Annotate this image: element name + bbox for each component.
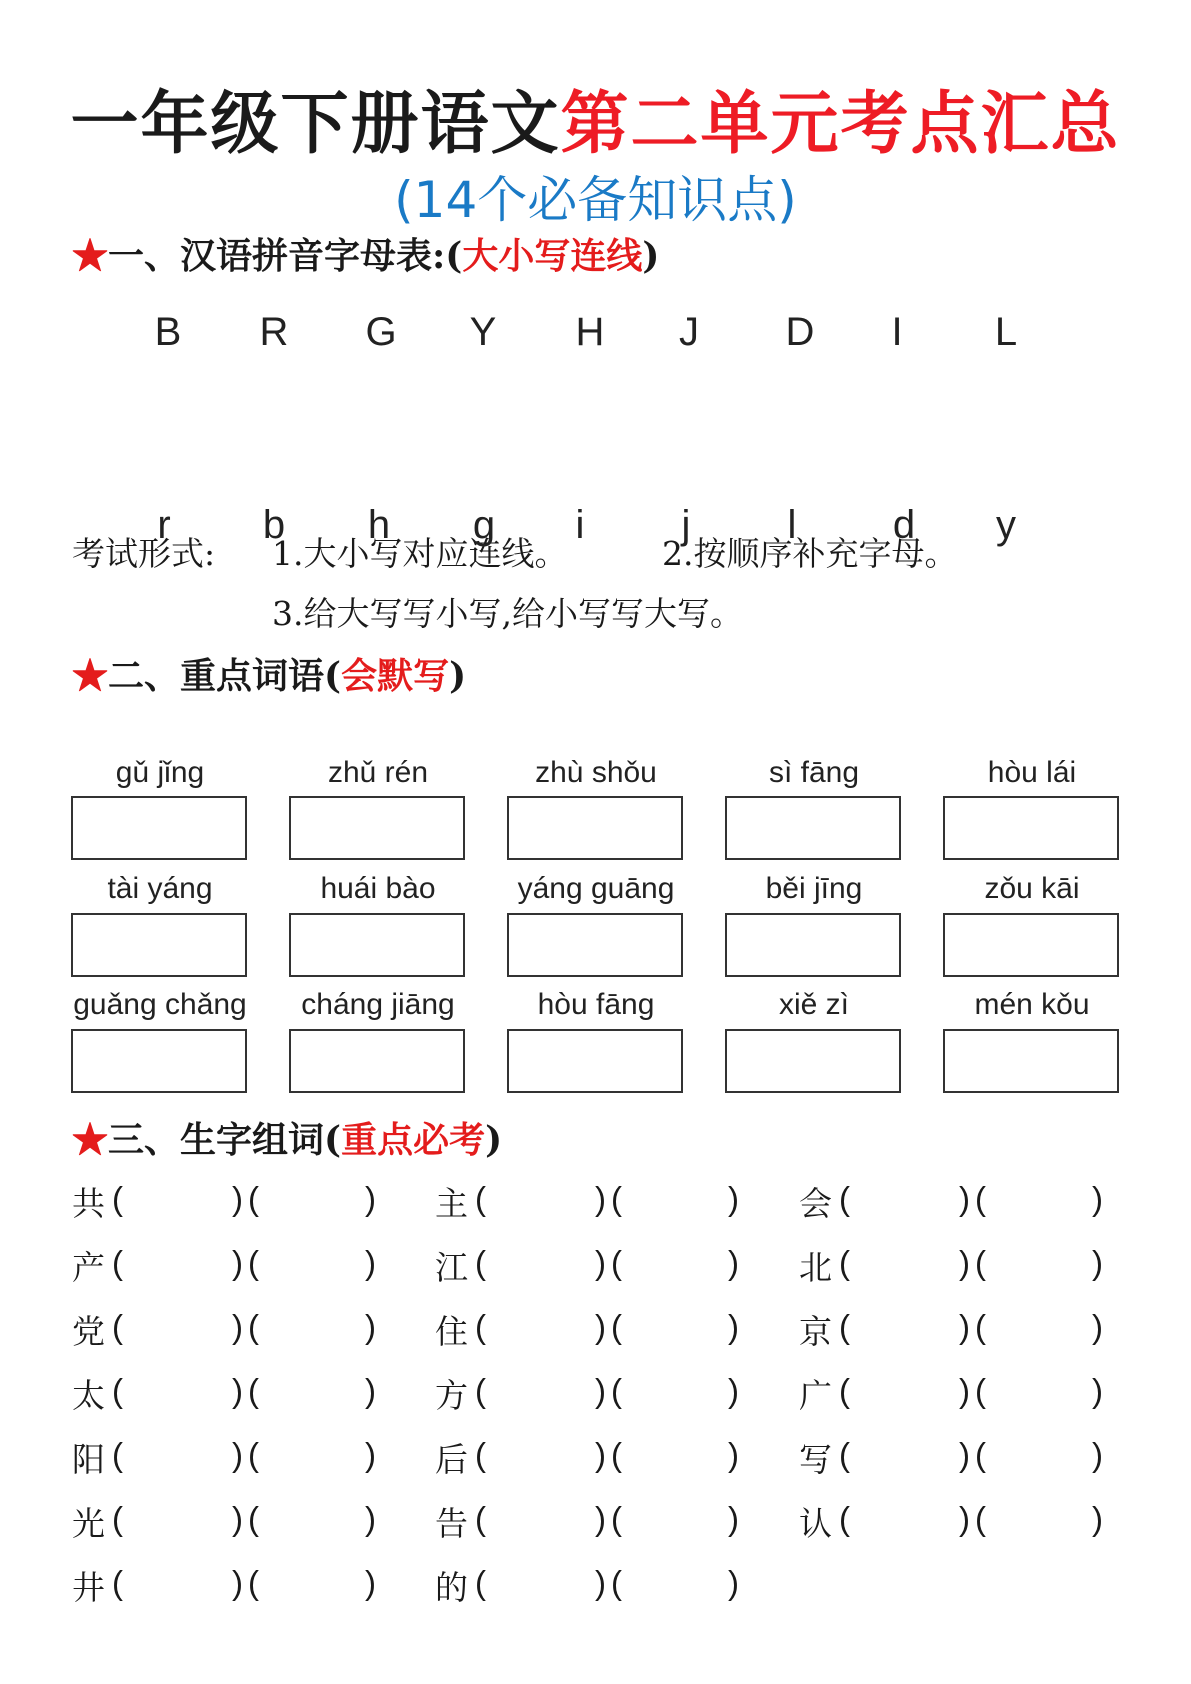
paren-close: ) <box>728 1180 739 1217</box>
star-icon: ★ <box>72 235 109 277</box>
paren-close: ) <box>728 1372 739 1409</box>
character: 阳 <box>72 1440 105 1479</box>
paren-open: ( <box>611 1564 622 1601</box>
word-answer-box[interactable] <box>943 913 1119 977</box>
word-answer-box[interactable] <box>725 1029 901 1093</box>
paren-close: ) <box>959 1180 970 1217</box>
section-3-title-close: ) <box>485 1119 503 1161</box>
word-blank[interactable] <box>854 1308 954 1348</box>
star-icon: ★ <box>72 655 109 697</box>
paren-close: ) <box>1092 1372 1103 1409</box>
character: 产 <box>72 1248 105 1287</box>
paren-close: ) <box>595 1372 606 1409</box>
word-blank[interactable] <box>127 1308 227 1348</box>
character: 认 <box>799 1504 832 1543</box>
paren-close: ) <box>959 1244 970 1281</box>
paren-open: ( <box>475 1244 486 1281</box>
section-1-title: 一、汉语拼音字母表:( <box>108 235 463 277</box>
paren-close: ) <box>1092 1436 1103 1473</box>
paren-close: ) <box>728 1308 739 1345</box>
uppercase-letter[interactable]: L <box>994 310 1018 354</box>
paren-close: ) <box>595 1308 606 1345</box>
word-blank[interactable] <box>625 1308 723 1348</box>
character: 方 <box>435 1376 468 1415</box>
paren-open: ( <box>112 1372 123 1409</box>
word-answer-box[interactable] <box>725 913 901 977</box>
paren-close: ) <box>728 1564 739 1601</box>
paren-close: ) <box>959 1500 970 1537</box>
title-black: 一年级下册语文 <box>70 84 561 164</box>
paren-close: ) <box>365 1180 376 1217</box>
paren-open: ( <box>975 1372 986 1409</box>
word-answer-box[interactable] <box>943 1029 1119 1093</box>
character: 住 <box>435 1312 468 1351</box>
section-1-title-close: ) <box>642 235 660 277</box>
paren-close: ) <box>595 1180 606 1217</box>
word-answer-box[interactable] <box>507 796 683 860</box>
word-blank[interactable] <box>262 1308 360 1348</box>
word-blank[interactable] <box>989 1500 1087 1540</box>
word-answer-box[interactable] <box>725 796 901 860</box>
paren-open: ( <box>475 1500 486 1537</box>
paren-open: ( <box>839 1308 850 1345</box>
word-pinyin: zhù shǒu <box>535 756 657 789</box>
word-blank[interactable] <box>854 1436 954 1476</box>
uppercase-letter[interactable]: H <box>575 310 605 354</box>
word-pinyin: tài yáng <box>107 872 213 905</box>
paren-close: ) <box>365 1244 376 1281</box>
word-blank[interactable] <box>490 1180 590 1220</box>
page-title <box>0 70 1191 167</box>
character: 主 <box>435 1184 468 1223</box>
word-blank[interactable] <box>989 1436 1087 1476</box>
paren-close: ) <box>232 1500 243 1537</box>
exam-item-1: 1.大小写对应连线。 <box>272 534 568 573</box>
word-pinyin: mén kǒu <box>974 988 1090 1021</box>
word-pinyin: huái bào <box>320 872 436 905</box>
paren-close: ) <box>232 1244 243 1281</box>
word-answer-box[interactable] <box>71 1029 247 1093</box>
paren-open: ( <box>839 1372 850 1409</box>
paren-close: ) <box>232 1372 243 1409</box>
paren-open: ( <box>112 1244 123 1281</box>
paren-close: ) <box>595 1436 606 1473</box>
word-blank[interactable] <box>490 1308 590 1348</box>
paren-open: ( <box>475 1308 486 1345</box>
paren-open: ( <box>611 1244 622 1281</box>
paren-close: ) <box>365 1308 376 1345</box>
title-red: 第二单元考点汇总 <box>560 84 1121 164</box>
paren-close: ) <box>959 1436 970 1473</box>
word-blank[interactable] <box>262 1500 360 1540</box>
paren-open: ( <box>975 1500 986 1537</box>
paren-open: ( <box>839 1244 850 1281</box>
uppercase-letter[interactable]: I <box>891 310 903 354</box>
word-pinyin: guǎng chǎng <box>73 988 247 1021</box>
uppercase-letter[interactable]: G <box>365 310 397 354</box>
paren-open: ( <box>611 1500 622 1537</box>
paren-open: ( <box>475 1436 486 1473</box>
word-pinyin: xiě zì <box>778 988 850 1021</box>
paren-open: ( <box>112 1436 123 1473</box>
section-2-title-close: ) <box>449 655 467 697</box>
paren-close: ) <box>232 1436 243 1473</box>
word-blank[interactable] <box>262 1372 360 1412</box>
paren-open: ( <box>475 1564 486 1601</box>
character: 会 <box>799 1184 832 1223</box>
word-answer-box[interactable] <box>289 796 465 860</box>
paren-close: ) <box>728 1436 739 1473</box>
word-pinyin: hòu fāng <box>537 988 655 1021</box>
word-blank[interactable] <box>989 1244 1087 1284</box>
lowercase-letter[interactable]: g <box>472 503 496 547</box>
paren-open: ( <box>611 1308 622 1345</box>
character: 后 <box>435 1440 468 1479</box>
word-blank[interactable] <box>490 1564 590 1604</box>
lowercase-letter[interactable]: j <box>681 503 691 547</box>
paren-close: ) <box>365 1564 376 1601</box>
lowercase-letter[interactable]: y <box>996 503 1016 547</box>
word-blank[interactable] <box>854 1372 954 1412</box>
uppercase-letter[interactable]: D <box>785 310 815 354</box>
word-pinyin: cháng jiāng <box>301 988 455 1021</box>
word-pinyin: běi jīng <box>765 872 863 905</box>
character: 太 <box>72 1376 105 1415</box>
paren-close: ) <box>728 1500 739 1537</box>
paren-close: ) <box>232 1180 243 1217</box>
section-2-heading <box>72 648 466 699</box>
lowercase-letter[interactable]: i <box>575 503 585 547</box>
word-pinyin: hòu lái <box>987 756 1077 789</box>
word-blank[interactable] <box>854 1244 954 1284</box>
paren-close: ) <box>365 1500 376 1537</box>
uppercase-letter[interactable]: B <box>154 310 182 354</box>
word-answer-box[interactable] <box>71 913 247 977</box>
section-3-title-red: 重点必考 <box>341 1119 486 1161</box>
character: 写 <box>799 1440 832 1479</box>
section-2-title-red: 会默写 <box>341 655 450 697</box>
exam-item-3: 3.给大写写小写,给小写写大写。 <box>272 594 743 633</box>
paren-open: ( <box>611 1436 622 1473</box>
word-pinyin: zhǔ rén <box>327 756 429 789</box>
word-blank[interactable] <box>989 1180 1087 1220</box>
star-icon: ★ <box>72 1119 109 1161</box>
paren-close: ) <box>595 1500 606 1537</box>
word-answer-box[interactable] <box>71 796 247 860</box>
section-1-heading <box>72 228 659 279</box>
uppercase-letter[interactable]: Y <box>469 310 497 354</box>
character: 光 <box>72 1504 105 1543</box>
paren-close: ) <box>959 1372 970 1409</box>
character: 共 <box>72 1184 105 1223</box>
paren-close: ) <box>365 1436 376 1473</box>
lowercase-letter[interactable]: d <box>892 503 916 547</box>
paren-close: ) <box>1092 1308 1103 1345</box>
word-blank[interactable] <box>127 1436 227 1476</box>
word-blank[interactable] <box>490 1372 590 1412</box>
character: 京 <box>799 1312 832 1351</box>
paren-open: ( <box>611 1180 622 1217</box>
paren-open: ( <box>839 1436 850 1473</box>
character: 党 <box>72 1312 105 1351</box>
exam-label: 考试形式: <box>72 534 216 573</box>
word-pinyin: yáng guāng <box>517 872 675 905</box>
word-blank[interactable] <box>854 1500 954 1540</box>
character: 的 <box>435 1568 468 1607</box>
word-answer-box[interactable] <box>943 796 1119 860</box>
paren-open: ( <box>975 1180 986 1217</box>
paren-open: ( <box>112 1180 123 1217</box>
lowercase-letter[interactable]: b <box>262 503 286 547</box>
word-blank[interactable] <box>127 1564 227 1604</box>
word-blank[interactable] <box>262 1436 360 1476</box>
word-blank[interactable] <box>127 1180 227 1220</box>
section-2-title: 二、重点词语( <box>108 655 342 697</box>
paren-close: ) <box>365 1372 376 1409</box>
paren-open: ( <box>248 1244 259 1281</box>
paren-open: ( <box>112 1500 123 1537</box>
word-blank[interactable] <box>625 1180 723 1220</box>
word-blank[interactable] <box>127 1500 227 1540</box>
word-blank[interactable] <box>127 1244 227 1284</box>
character: 告 <box>435 1504 468 1543</box>
page-subtitle: (14个必备知识点) <box>394 171 797 229</box>
word-answer-box[interactable] <box>289 1029 465 1093</box>
word-blank[interactable] <box>625 1244 723 1284</box>
word-blank[interactable] <box>989 1372 1087 1412</box>
word-blank[interactable] <box>127 1372 227 1412</box>
character: 井 <box>72 1568 105 1607</box>
paren-open: ( <box>975 1308 986 1345</box>
paren-open: ( <box>475 1372 486 1409</box>
character: 北 <box>799 1248 832 1287</box>
character: 广 <box>799 1376 832 1415</box>
word-answer-box[interactable] <box>507 913 683 977</box>
paren-open: ( <box>112 1308 123 1345</box>
paren-open: ( <box>248 1372 259 1409</box>
word-pinyin: sì fāng <box>768 756 860 789</box>
word-blank[interactable] <box>625 1564 723 1604</box>
lowercase-letter[interactable]: h <box>367 503 391 547</box>
paren-close: ) <box>1092 1180 1103 1217</box>
word-blank[interactable] <box>625 1436 723 1476</box>
paren-open: ( <box>839 1180 850 1217</box>
word-blank[interactable] <box>490 1244 590 1284</box>
paren-close: ) <box>595 1244 606 1281</box>
paren-open: ( <box>248 1308 259 1345</box>
paren-open: ( <box>248 1500 259 1537</box>
section-3-title: 三、生字组词( <box>108 1119 342 1161</box>
paren-open: ( <box>248 1180 259 1217</box>
paren-open: ( <box>248 1436 259 1473</box>
word-blank[interactable] <box>625 1372 723 1412</box>
paren-close: ) <box>728 1244 739 1281</box>
word-pinyin: gǔ jǐng <box>115 756 205 789</box>
paren-open: ( <box>839 1500 850 1537</box>
word-blank[interactable] <box>262 1564 360 1604</box>
word-blank[interactable] <box>490 1500 590 1540</box>
exam-item-2: 2.按顺序补充字母。 <box>662 534 958 573</box>
paren-open: ( <box>611 1372 622 1409</box>
word-blank[interactable] <box>989 1308 1087 1348</box>
word-blank[interactable] <box>625 1500 723 1540</box>
character: 江 <box>435 1248 468 1287</box>
word-blank[interactable] <box>262 1244 360 1284</box>
word-answer-box[interactable] <box>289 913 465 977</box>
paren-open: ( <box>975 1244 986 1281</box>
word-answer-box[interactable] <box>507 1029 683 1093</box>
word-blank[interactable] <box>262 1180 360 1220</box>
section-3-heading <box>72 1112 502 1163</box>
uppercase-letter[interactable]: R <box>259 310 289 354</box>
paren-open: ( <box>248 1564 259 1601</box>
paren-close: ) <box>232 1564 243 1601</box>
word-blank[interactable] <box>854 1180 954 1220</box>
word-blank[interactable] <box>490 1436 590 1476</box>
paren-close: ) <box>1092 1244 1103 1281</box>
paren-open: ( <box>975 1436 986 1473</box>
section-1-title-red: 大小写连线 <box>462 235 643 277</box>
paren-close: ) <box>959 1308 970 1345</box>
lowercase-letter[interactable]: l <box>787 503 797 547</box>
word-pinyin: zǒu kāi <box>984 872 1080 905</box>
paren-close: ) <box>232 1308 243 1345</box>
uppercase-letter[interactable]: J <box>679 310 699 354</box>
paren-open: ( <box>112 1564 123 1601</box>
paren-close: ) <box>595 1564 606 1601</box>
lowercase-letter[interactable]: r <box>157 503 171 547</box>
paren-open: ( <box>475 1180 486 1217</box>
paren-close: ) <box>1092 1500 1103 1537</box>
